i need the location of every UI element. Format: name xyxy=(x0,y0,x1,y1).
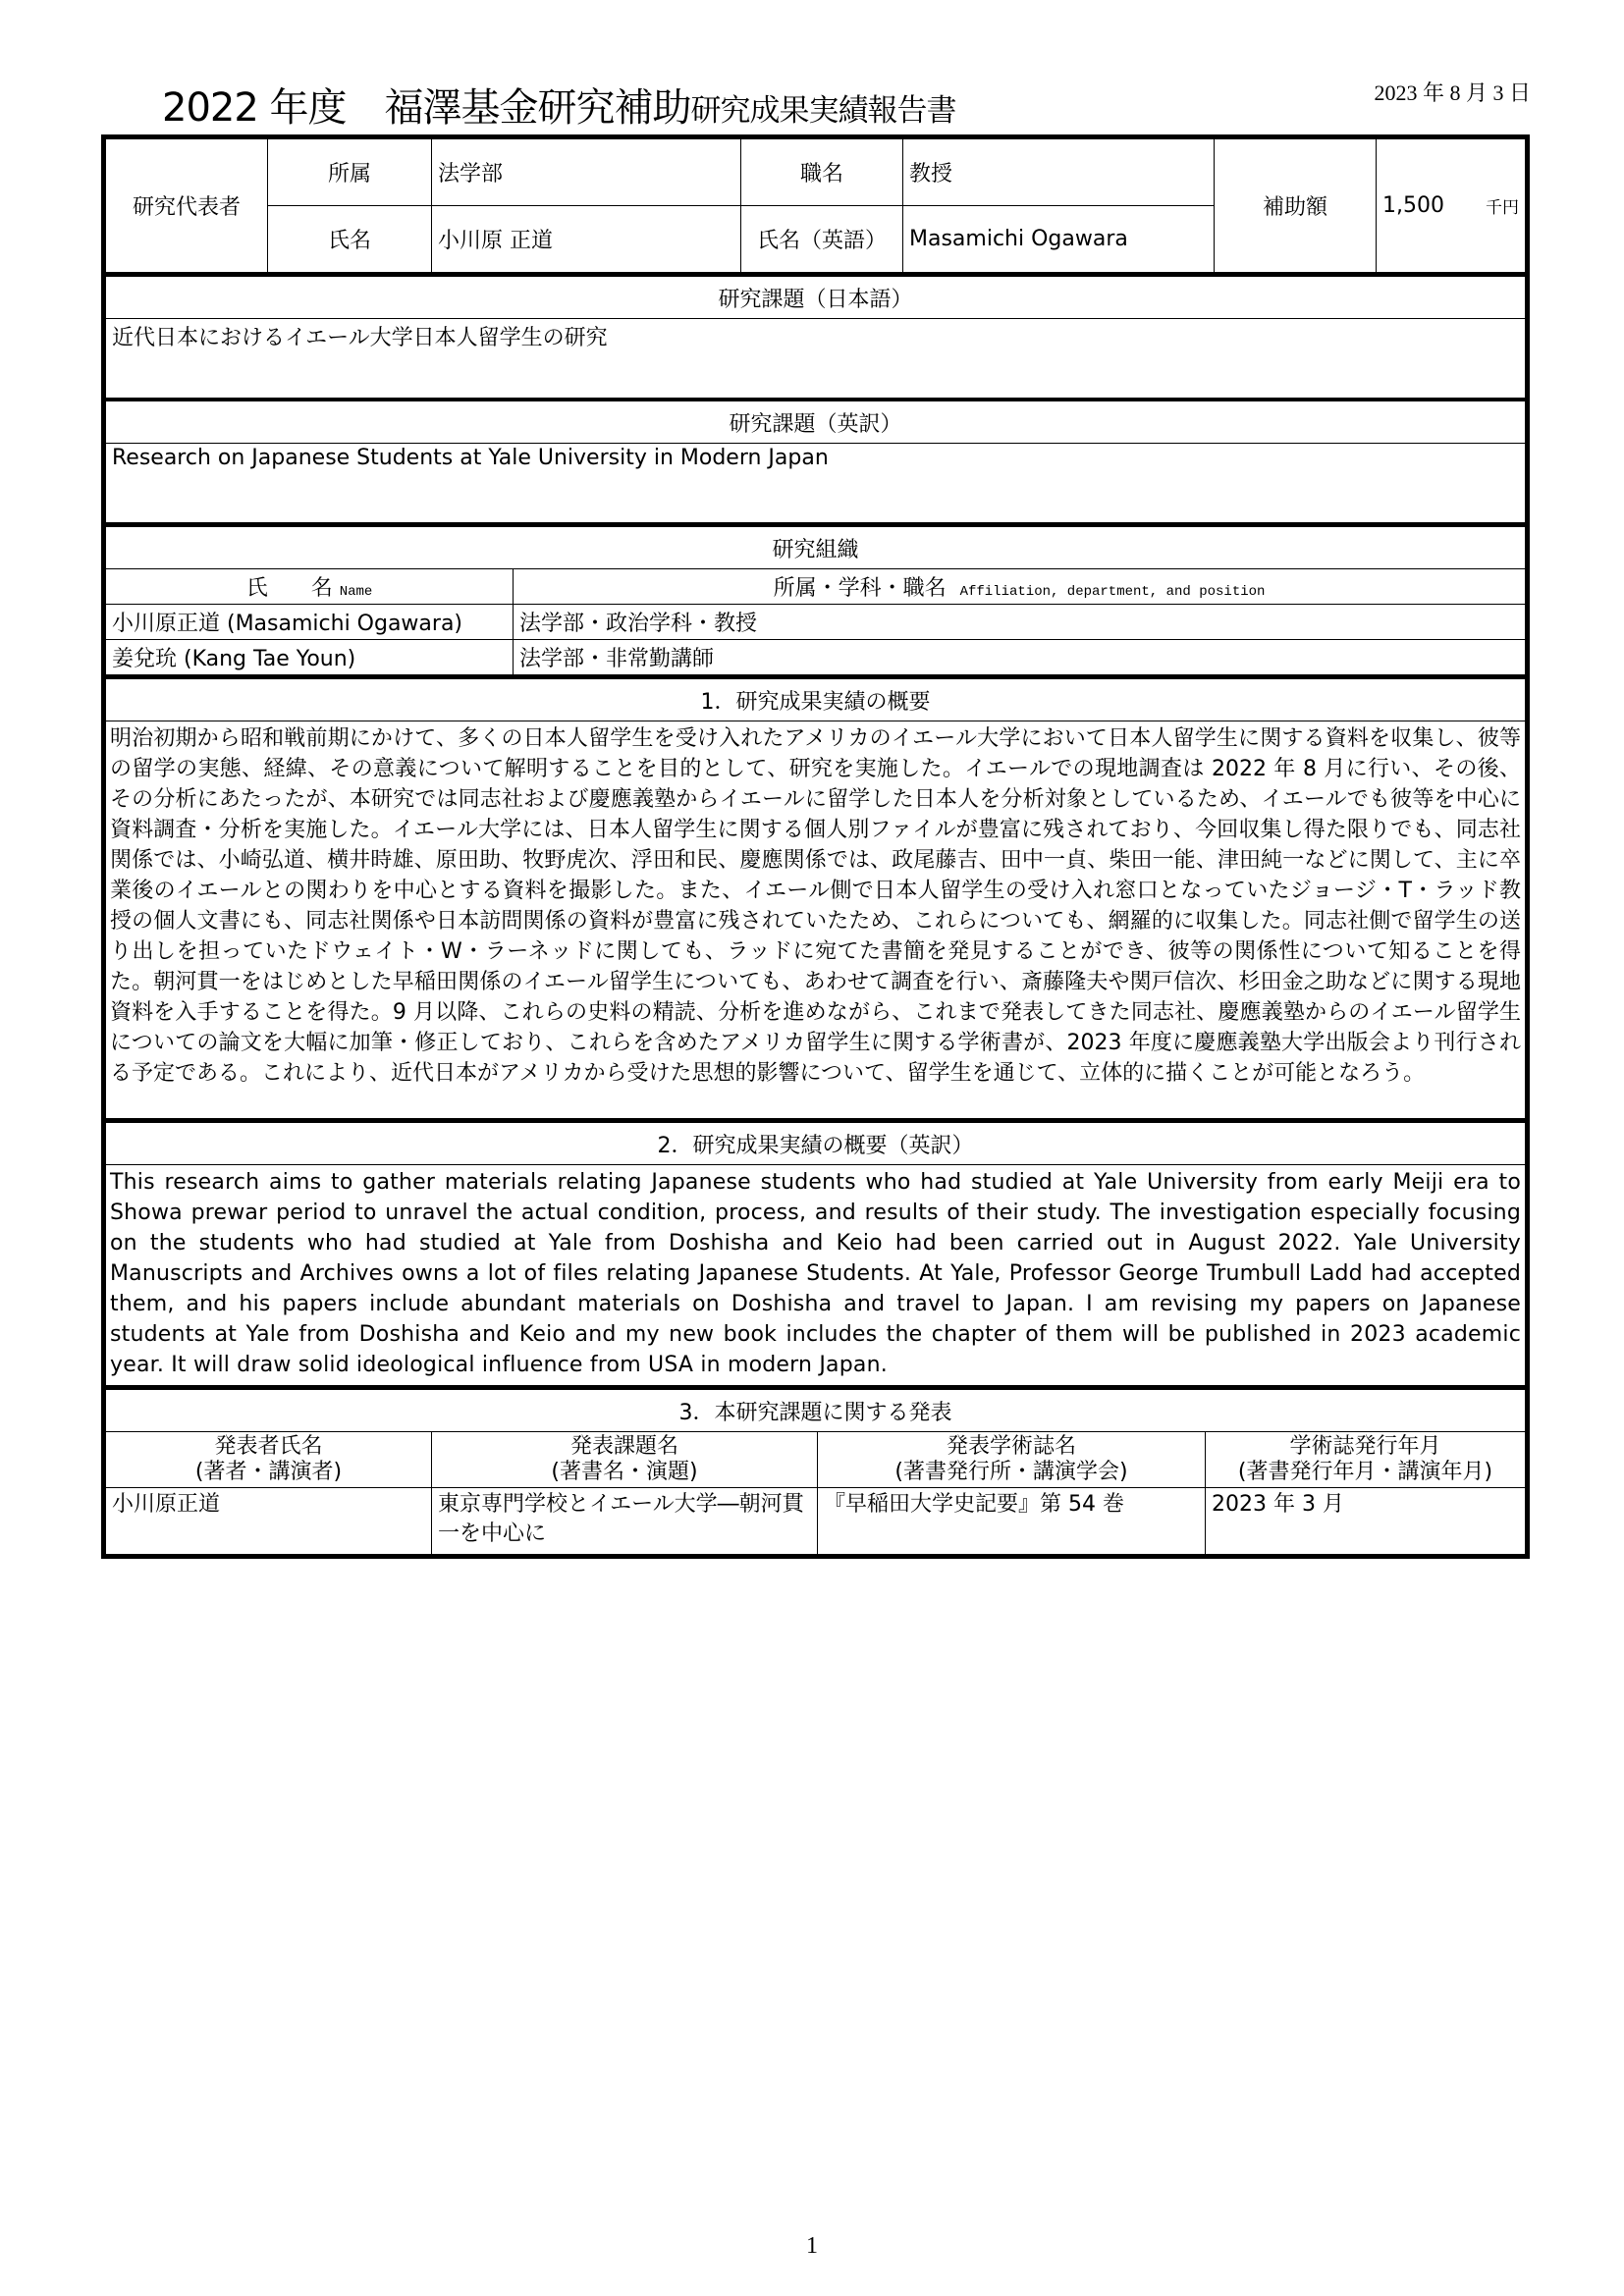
col-label: 発表者氏名 xyxy=(214,1434,323,1459)
affiliation-value: 法学部 xyxy=(432,139,741,206)
title-sub: 研究成果実績報告書 xyxy=(690,93,956,129)
member-affiliation: 法学部・非常勤講師 xyxy=(514,640,1526,675)
pub-presenter: 小川原正道 xyxy=(106,1488,432,1555)
col-name-ja: 氏 名 xyxy=(245,576,333,601)
summary-en-header: 2．研究成果実績の概要（英訳） xyxy=(106,1121,1526,1165)
member-row xyxy=(106,640,1526,675)
publication-row xyxy=(106,1488,1526,1555)
col-presenter xyxy=(106,1432,432,1488)
affiliation-label: 所属 xyxy=(268,139,432,206)
col-label: 学術誌発行年月 xyxy=(1289,1434,1441,1459)
pub-title: 東京専門学校とイエール大学―朝河貫一を中心に xyxy=(432,1488,818,1555)
summary-en-text: This research aims to gather materials relating Japanese students who had studied at Yale University from early Meiji era to Showa prewar period to unravel the actual condition, process, and results of their study. The investigation especially focusing on the students who had studied at Yale from Doshisha and Keio had been carried out in August 2022. Yale University Manuscripts and Archives owns a lot of files relating Japanese Students. At Yale, Professor George Trumbull Ladd had accepted them, and his papers include abundant materials on Doshisha and travel to Japan. I am revising my papers on Japanese students at Yale from Doshisha and Keio and my new book includes the chapter of them will be published in 2023 academic year. It will draw solid ideological influence from USA in modern Japan. xyxy=(106,1165,1526,1386)
member-affiliation: 法学部・政治学科・教授 xyxy=(514,605,1526,640)
name-en-value: Masamichi Ogawara xyxy=(903,206,1215,273)
col-sublabel: (著書名・演題) xyxy=(551,1460,698,1484)
grant-cell xyxy=(1377,139,1526,273)
member-name: 小川原正道 (Masamichi Ogawara) xyxy=(106,605,514,640)
publications-table xyxy=(105,1386,1526,1555)
title-main: 2022 年度 福澤基金研究補助 xyxy=(162,85,691,131)
report-title xyxy=(162,77,956,133)
topic-en-text: Research on Japanese Students at Yale University in Modern Japan xyxy=(106,444,1526,523)
col-label: 発表学術誌名 xyxy=(946,1434,1076,1459)
position-label: 職名 xyxy=(741,139,903,206)
member-row xyxy=(106,605,1526,640)
col-title xyxy=(432,1432,818,1488)
member-name: 姜兌玧 (Kang Tae Youn) xyxy=(106,640,514,675)
name-value: 小川原 正道 xyxy=(432,206,741,273)
col-journal xyxy=(818,1432,1206,1488)
col-sublabel: (著者・講演者) xyxy=(194,1460,343,1484)
summary-ja-header: 1．研究成果実績の概要 xyxy=(106,677,1526,721)
name-label: 氏名 xyxy=(268,206,432,273)
summary-ja-table xyxy=(105,675,1526,1119)
organization-table xyxy=(105,523,1526,675)
grant-label: 補助額 xyxy=(1215,139,1377,273)
topic-ja-header: 研究課題（日本語） xyxy=(106,275,1526,319)
grant-unit: 千円 xyxy=(1486,198,1519,218)
page-number: 1 xyxy=(806,2233,818,2259)
organization-header: 研究組織 xyxy=(106,525,1526,569)
pub-journal: 『早稲田大学史記要』第 54 巻 xyxy=(818,1488,1206,1555)
col-sublabel: (著書発行所・講演学会) xyxy=(894,1460,1128,1484)
col-affil-header xyxy=(514,569,1526,605)
col-name-en: Name xyxy=(339,584,373,600)
topic-ja-text: 近代日本におけるイエール大学日本人留学生の研究 xyxy=(106,319,1526,400)
summary-ja-text: 明治初期から昭和戦前期にかけて、多くの日本人留学生を受け入れたアメリカのイエール大学において日本人留学生に関する資料を収集し、彼等の留学の実態、経緯、その意義について解明することを目的として、研究を実施した。イエールでの現地調査は 2022 年 8 月に行い、その後、その分析にあたったが、本研究では同志社および慶應義塾からイエールに留学した日本人を分析対象としているため、イエールでも彼等を中心に資料調査・分析を実施した。イエール大学には、日本人留学生に関する個人別ファイルが豊富に残されており、今回収集し得た限りでも、同志社関係では、小崎弘道、横井時雄、原田助、牧野虎次、浮田和民、慶應関係では、政尾藤吉、田中一貞、柴田一能、津田純一などに関して、主に卒業後のイエールとの関わりを中心とする資料を撮影した。また、イエール側で日本人留学生の受け入れ窓口となっていたジョージ・T・ラッド教授の個人文書にも、同志社関係や日本訪問関係の資料が豊富に残されていたため、これらについても、網羅的に収集した。同志社側で留学生の送り出しを担っていたドウェイト・W・ラーネッドに関しても、ラッドに宛てた書簡を発見することができ、彼等の関係性について知ることを得た。朝河貫一をはじめとした早稲田関係のイエール留学生についても、あわせて調査を行い、斎藤隆夫や関戸信次、杉田金之助などに関する現地資料を入手することを得た。9 月以降、これらの史料の精読、分析を進めながら、これまで発表してきた同志社、慶應義塾からのイエール留学生についての論文を大幅に加筆・修正しており、これらを含めたアメリカ留学生に関する学術書が、2023 年度に慶應義塾大学出版会より刊行される予定である。これにより、近代日本がアメリカから受けた思想的影響について、留学生を通じて、立体的に描くことが可能となろう。 xyxy=(106,721,1526,1119)
representative-table xyxy=(105,138,1526,273)
topic-en-header: 研究課題（英訳） xyxy=(106,400,1526,444)
grant-amount: 1,500 xyxy=(1382,193,1444,218)
publications-header: 3．本研究課題に関する発表 xyxy=(106,1388,1526,1432)
col-label: 発表課題名 xyxy=(569,1434,678,1459)
topic-ja-table xyxy=(105,273,1526,523)
report-form xyxy=(101,134,1530,1559)
name-en-label: 氏名（英語） xyxy=(741,206,903,273)
report-date: 2023 年 8 月 3 日 xyxy=(1374,80,1531,105)
col-sublabel: (著書発行年月・講演年月) xyxy=(1237,1460,1493,1484)
col-date xyxy=(1206,1432,1526,1488)
col-affil-en: Affiliation, department, and position xyxy=(959,584,1266,600)
representative-label: 研究代表者 xyxy=(106,139,268,273)
pub-date: 2023 年 3 月 xyxy=(1206,1488,1526,1555)
col-name-header xyxy=(106,569,514,605)
summary-en-table xyxy=(105,1119,1526,1386)
col-affil-ja: 所属・学科・職名 xyxy=(773,576,947,601)
position-value: 教授 xyxy=(903,139,1215,206)
